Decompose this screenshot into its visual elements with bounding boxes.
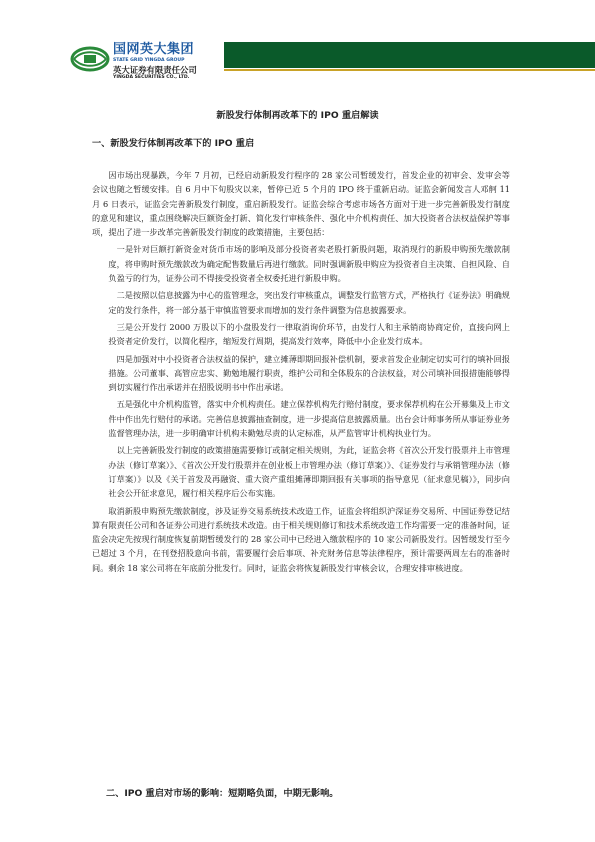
company-name-en: STATE GRID YINGDA GROUP bbox=[113, 58, 185, 63]
subsidiary-name-cn: 英大证券有限责任公司 bbox=[113, 65, 197, 75]
header-gold-line bbox=[224, 69, 595, 71]
paragraph-intro: 因市场出现暴跌，今年 7 月初，已经启动新股发行程序的 28 家公司暂缓发行，首发企业的初审会、发审会等会议也随之暂缓安排。自 6 月中下旬股灾以来，暂停已近 5 个月的 IPO 终于重新启动。证监会新闻发言人邓舸 11 月 6 日表示，证监会完善新股发行制度，重启新股发行。证监会综合考虑市场各方面对于进一步完善新股发行制度的意见和建议，重点围绕解决巨额资金打新、简化发行审核条件、强化中介机构责任、加大投资者合法权益保护等事项，提出了进一步改革完善新股发行制度的政策措施，主要包括： bbox=[92, 170, 510, 238]
state-grid-logo-icon bbox=[70, 46, 110, 72]
paragraph-point-4: 四是加强对中小投资者合法权益的保护，建立摊薄即期回报补偿机制，要求首发企业制定切实可行的填补回报措施。公司董事、高管应忠实、勤勉地履行职责，维护公司和全体股东的合法权益，对公司填补回报措施能够得到切实履行作出承诺并在招股说明书中作出承诺。 bbox=[108, 353, 510, 393]
section-heading-2: 二、IPO 重启对市场的影响：短期略负面，中期无影响。 bbox=[106, 788, 339, 799]
paragraph-rules: 以上完善新股发行制度的政策措施需要修订或制定相关规则，为此，证监会将《首次公开发行股票并上市管理办法（修订草案）》、《首次公开发行股票并在创业板上市管理办法（修订草案）》、《证券发行与承销管理办法（修订草案）》以及《关于首发及再融资、重大资产重组摊薄即期回报有关事项的指导意见（征求意见稿）》，同步向社会公开征求意见，履行相关程序后公布实施。 bbox=[108, 445, 510, 499]
company-name-cn: 国网英大集团 bbox=[113, 42, 195, 57]
paragraph-point-3: 三是公开发行 2000 万股以下的小盘股发行一律取消询价环节，由发行人和主承销商协商定价，直接向网上投资者定价发行，以简化程序，缩短发行周期，提高发行效率，降低中小企业发行成本。 bbox=[108, 321, 510, 347]
subsidiary-name-en: YINGDA SECURITIES CO., LTD. bbox=[113, 75, 190, 80]
section-heading-1: 一、新股发行体制再改革下的 IPO 重启 bbox=[92, 138, 255, 149]
document-body bbox=[92, 168, 510, 578]
paragraph-point-2: 二是按照以信息披露为中心的监管理念，突出发行审核重点，调整发行监管方式，严格执行《证券法》明确规定的发行条件，将一部分基于审慎监管要求而增加的发行条件调整为信息披露要求。 bbox=[108, 290, 510, 315]
paragraph-implementation: 取消新股申购预先缴款制度，涉及证券交易系统技术改造工作，证监会将组织沪深证券交易所、中国证券登记结算有限责任公司和各证券公司进行系统技术改造。由于相关规则修订和技术系统改造工作均需要一定的准备时间，证监会决定先按现行制度恢复前期暂缓发行的 28 家公司中已经进入缴款程序的 10 家公司新股发行。因暂缓发行至今已超过 3 个月，在刊登招股意向书前，需要履行会后事项、补充财务信息等法律程序，预计需要两周左右的准备时间。剩余 18 家公司将在年底前分批发行。同时，证监会将恢复新股发行审核会议，合理安排审核进度。 bbox=[92, 505, 510, 573]
logo-text bbox=[113, 42, 233, 81]
paragraph-point-5: 五是强化中介机构监管，落实中介机构责任。建立保荐机构先行赔付制度，要求保荐机构在公开募集及上市文件中作出先行赔付的承诺。完善信息披露抽查制度，进一步提高信息披露质量。出台会计师事务所从事证券业务监督管理办法，进一步明确审计机构未勤勉尽责的认定标准，从严监管审计机构执业行为。 bbox=[108, 399, 510, 439]
paragraph-point-1: 一是针对巨额打新资金对货币市场的影响及部分投资者卖老股打新股问题，取消现行的新股申购预先缴款制度，将申购时预先缴款改为确定配售数量后再进行缴款。同时强调新股申购应为投资者自主决策、自担风险、自负盈亏的行为，证券公司不得接受投资者全权委托进行新股申购。 bbox=[108, 244, 510, 284]
document-title: 新股发行体制再改革下的 IPO 重启解读 bbox=[216, 110, 379, 121]
letterhead bbox=[0, 0, 595, 100]
header-green-band bbox=[224, 42, 595, 68]
